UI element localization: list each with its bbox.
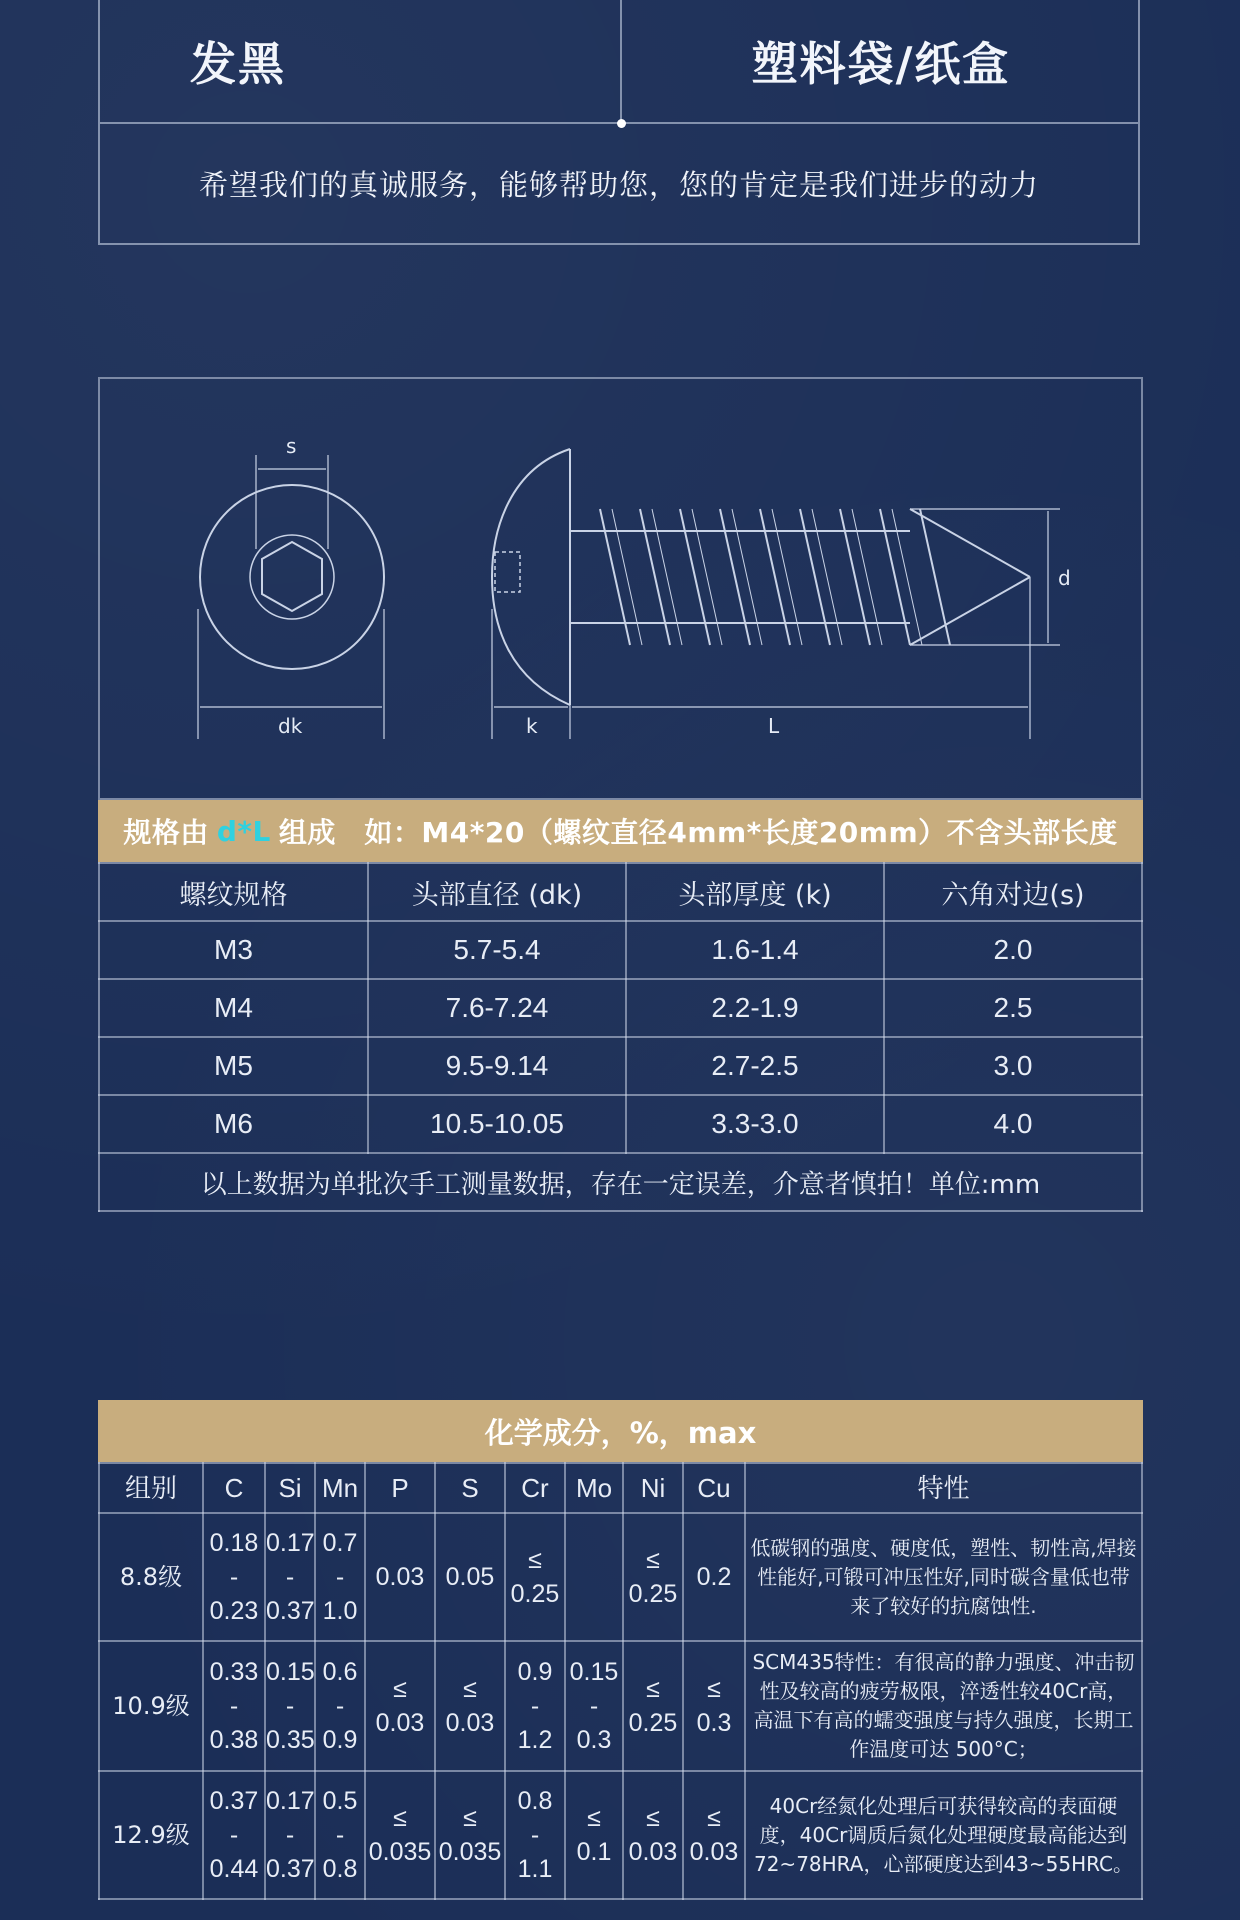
chem-value-line: 0.035 <box>368 1838 432 1866</box>
chem-header-cell: C <box>203 1463 265 1513</box>
spec-table <box>98 862 1143 1212</box>
chem-value-s <box>435 1771 505 1899</box>
table-cell: 10.5-10.05 <box>368 1095 626 1153</box>
spec-table-header <box>99 863 1142 921</box>
spec-banner-suffix: 组成 如：M4*20（螺纹直径4mm*长度20mm）不含头部长度 <box>278 816 1118 849</box>
chem-value-mo <box>565 1513 623 1641</box>
chem-value-line: 0.3 <box>576 1726 612 1754</box>
chem-value-line: 0.8 <box>322 1855 358 1883</box>
chem-value-line: 0.03 <box>375 1563 425 1591</box>
chem-value-line: ≤ <box>587 1804 601 1832</box>
label-s: s <box>286 434 297 458</box>
chem-header-cell: 特性 <box>745 1463 1142 1513</box>
chem-value-line: 0.7 <box>322 1529 358 1557</box>
chem-value-ni <box>623 1641 683 1771</box>
chem-row <box>99 1513 1142 1641</box>
chem-value-p <box>365 1771 435 1899</box>
chem-value-c <box>203 1513 265 1641</box>
chem-value-line: - <box>335 1563 345 1591</box>
spec-header-cell: 六角对边(s) <box>884 863 1142 921</box>
label-L: L <box>768 714 780 738</box>
chem-value-line: - <box>589 1692 599 1720</box>
divider-dot <box>617 119 626 128</box>
table-cell: 5.7-5.4 <box>368 921 626 979</box>
chem-value-line: 0.25 <box>628 1709 678 1737</box>
spec-banner-prefix: 规格由 <box>123 816 209 849</box>
chem-value-line: 0.15 <box>569 1658 619 1686</box>
finish-packaging-row <box>100 0 1138 124</box>
chem-value-line: 1.2 <box>517 1726 553 1754</box>
chem-grade: 12.9级 <box>99 1771 203 1899</box>
chem-value-line: 0.6 <box>322 1658 358 1686</box>
chem-value-mn <box>315 1641 365 1771</box>
table-row <box>99 979 1142 1037</box>
chem-grade: 10.9级 <box>99 1641 203 1771</box>
chem-value-mo <box>565 1641 623 1771</box>
chem-value-line: 0.03 <box>445 1709 495 1737</box>
chem-value-line: ≤ <box>393 1675 407 1703</box>
chem-value-line: 0.37 <box>266 1597 315 1625</box>
packaging-label: 塑料袋/纸盒 <box>620 0 1140 122</box>
spec-note: 以上数据为单批次手工测量数据，存在一定误差，介意者慎拍！单位:mm <box>99 1153 1142 1211</box>
chem-value-s <box>435 1513 505 1641</box>
chem-value-line: 0.05 <box>445 1563 495 1591</box>
table-cell: 9.5-9.14 <box>368 1037 626 1095</box>
chem-value-line: 0.03 <box>628 1838 678 1866</box>
chem-value-line: ≤ <box>393 1804 407 1832</box>
chem-value-line: 0.15 <box>266 1658 315 1686</box>
chem-header-cell: Mn <box>315 1463 365 1513</box>
chem-value-line: - <box>229 1563 239 1591</box>
chem-value-line: 0.18 <box>209 1529 259 1557</box>
label-dk: dk <box>278 714 303 738</box>
chem-value-s <box>435 1641 505 1771</box>
chem-header-cell: P <box>365 1463 435 1513</box>
chem-value-line: 0.38 <box>209 1726 259 1754</box>
chem-value-line: ≤ <box>646 1804 660 1832</box>
chem-banner: 化学成分，%，max <box>98 1400 1143 1462</box>
chem-value-p <box>365 1513 435 1641</box>
chem-header-cell: Si <box>265 1463 315 1513</box>
table-cell: 3.0 <box>884 1037 1142 1095</box>
chem-value-line: 0.37 <box>266 1855 315 1883</box>
table-cell: M3 <box>99 921 368 979</box>
chem-row <box>99 1641 1142 1771</box>
spec-note-row <box>99 1153 1142 1211</box>
chem-value-mn <box>315 1771 365 1899</box>
table-row <box>99 921 1142 979</box>
chem-value-line: ≤ <box>463 1675 477 1703</box>
chem-header-cell: Mo <box>565 1463 623 1513</box>
chem-value-line: - <box>285 1692 295 1720</box>
chem-value-line: 0.44 <box>209 1855 259 1883</box>
chem-value-line: - <box>530 1821 540 1849</box>
chem-property: SCM435特性：有很高的静力强度、冲击韧性及较高的疲劳极限，淬透性较40Cr高，高温下有高的蠕变强度与持久强度，长期工作温度可达 500°C； <box>745 1641 1142 1771</box>
chem-value-cu <box>683 1513 745 1641</box>
table-cell: M4 <box>99 979 368 1037</box>
table-cell: 2.2-1.9 <box>626 979 884 1037</box>
chem-value-cu <box>683 1771 745 1899</box>
chem-value-cr <box>505 1513 565 1641</box>
chem-value-line: - <box>285 1563 295 1591</box>
chem-value-line: 0.33 <box>209 1658 259 1686</box>
chem-value-line: ≤ <box>646 1546 660 1574</box>
label-d: d <box>1058 566 1071 590</box>
chem-value-line: 0.17 <box>266 1787 315 1815</box>
chem-value-si <box>265 1513 315 1641</box>
chem-value-ni <box>623 1513 683 1641</box>
spec-header-cell: 头部厚度 (k) <box>626 863 884 921</box>
table-row <box>99 1037 1142 1095</box>
chem-value-line: 0.035 <box>438 1838 502 1866</box>
chem-value-line: 1.0 <box>322 1597 358 1625</box>
table-cell: 7.6-7.24 <box>368 979 626 1037</box>
chem-value-line: 0.9 <box>322 1726 358 1754</box>
chem-value-line: 0.9 <box>517 1658 553 1686</box>
chem-value-line: - <box>229 1821 239 1849</box>
hex-socket-icon <box>262 542 322 611</box>
screw-drawing <box>100 379 1145 802</box>
chem-value-line: 0.25 <box>628 1580 678 1608</box>
chem-header-cell: 组别 <box>99 1463 203 1513</box>
chem-value-line: 0.17 <box>266 1529 315 1557</box>
chem-value-line: ≤ <box>707 1675 721 1703</box>
chem-header-cell: Cr <box>505 1463 565 1513</box>
chem-header-cell: Cu <box>683 1463 745 1513</box>
table-cell: M6 <box>99 1095 368 1153</box>
label-k: k <box>526 714 538 738</box>
chem-value-line: ≤ <box>707 1804 721 1832</box>
chem-value-line: - <box>335 1821 345 1849</box>
chem-row <box>99 1771 1142 1899</box>
chem-grade: 8.8级 <box>99 1513 203 1641</box>
chem-value-line: 0.03 <box>689 1838 739 1866</box>
chem-value-line: 0.5 <box>322 1787 358 1815</box>
chem-table-header <box>99 1463 1142 1513</box>
chem-value-p <box>365 1641 435 1771</box>
table-cell: 2.7-2.5 <box>626 1037 884 1095</box>
chem-value-line: 0.1 <box>576 1838 612 1866</box>
table-cell: 1.6-1.4 <box>626 921 884 979</box>
chem-value-ni <box>623 1771 683 1899</box>
chem-value-mn <box>315 1513 365 1641</box>
spec-banner-highlight: d*L <box>216 814 271 848</box>
chem-value-line: - <box>335 1692 345 1720</box>
chem-value-si <box>265 1641 315 1771</box>
table-row <box>99 1095 1142 1153</box>
chem-value-line: - <box>285 1821 295 1849</box>
chem-value-line: 1.1 <box>517 1855 553 1883</box>
chem-value-si <box>265 1771 315 1899</box>
chem-property: 低碳钢的强度、硬度低，塑性、韧性高,焊接性能好,可锻可冲压性好,同时碳含量低也带来了较好的抗腐蚀性. <box>745 1513 1142 1641</box>
finish-label: 发黑 <box>190 37 286 91</box>
chem-value-line: 0.8 <box>517 1787 553 1815</box>
chem-value-line: 0.3 <box>696 1709 732 1737</box>
chem-value-line: 0.25 <box>510 1580 560 1608</box>
chem-value-line: 0.35 <box>266 1726 315 1754</box>
chem-value-line: ≤ <box>528 1546 542 1574</box>
chem-value-cr <box>505 1641 565 1771</box>
screw-head-side <box>492 449 570 705</box>
chem-property: 40Cr经氮化处理后可获得较高的表面硬度，40Cr调质后氮化处理硬度最高能达到72~78HRA，心部硬度达到43~55HRC。 <box>745 1771 1142 1899</box>
service-motto: 希望我们的真诚服务，能够帮助您，您的肯定是我们进步的动力 <box>198 168 1039 202</box>
table-cell: 3.3-3.0 <box>626 1095 884 1153</box>
head-outline-circle <box>200 485 384 669</box>
chem-header-cell: S <box>435 1463 505 1513</box>
spec-header-cell: 螺纹规格 <box>99 863 368 921</box>
chem-value-c <box>203 1771 265 1899</box>
chem-table <box>98 1462 1143 1900</box>
chem-header-cell: Ni <box>623 1463 683 1513</box>
spec-header-cell: 头部直径 (dk) <box>368 863 626 921</box>
chem-value-mo <box>565 1771 623 1899</box>
screw-diagram <box>98 377 1143 800</box>
chem-value-line: ≤ <box>646 1675 660 1703</box>
chem-value-line: 0.37 <box>209 1787 259 1815</box>
table-cell: M5 <box>99 1037 368 1095</box>
chem-value-line: 0.03 <box>375 1709 425 1737</box>
chem-value-line: - <box>530 1692 540 1720</box>
chem-value-c <box>203 1641 265 1771</box>
chem-value-line: - <box>229 1692 239 1720</box>
chem-value-line: ≤ <box>463 1804 477 1832</box>
chem-value-cr <box>505 1771 565 1899</box>
chem-value-line: 0.2 <box>696 1563 732 1591</box>
chem-value-line: 0.23 <box>209 1597 259 1625</box>
chem-value-cu <box>683 1641 745 1771</box>
table-cell: 2.5 <box>884 979 1142 1037</box>
spec-banner <box>98 800 1143 862</box>
table-cell: 2.0 <box>884 921 1142 979</box>
table-cell: 4.0 <box>884 1095 1142 1153</box>
